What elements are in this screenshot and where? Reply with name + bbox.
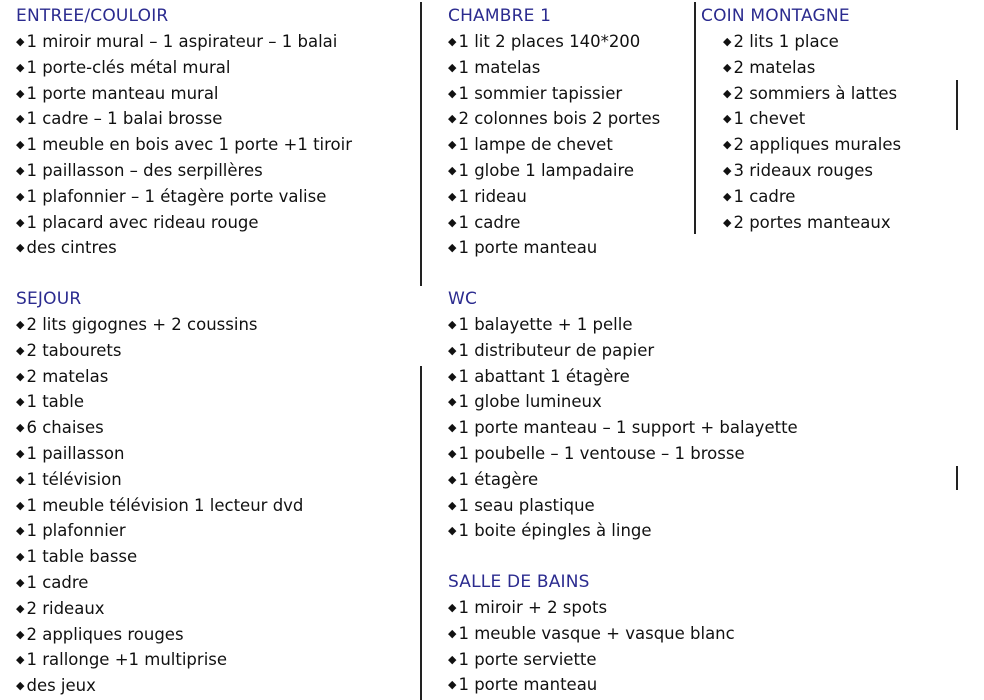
item-text: 1 poubelle – 1 ventouse – 1 brosse xyxy=(458,443,745,463)
item-text: 1 cadre xyxy=(458,212,521,232)
bullet-icon: ◆ xyxy=(448,601,457,614)
bullet-icon: ◆ xyxy=(16,446,25,460)
list-item xyxy=(723,106,901,132)
list-item xyxy=(16,132,352,158)
list-item xyxy=(448,55,660,81)
item-text: 2 colonnes bois 2 portes xyxy=(458,109,661,129)
item-text: 1 porte manteau mural xyxy=(26,83,219,103)
list-item xyxy=(16,544,303,570)
item-text: 2 matelas xyxy=(733,57,816,77)
item-text: des cintres xyxy=(26,238,117,258)
bullet-icon: ◆ xyxy=(16,550,25,564)
section-sejour xyxy=(16,288,303,699)
bullet-icon: ◆ xyxy=(448,86,457,100)
list-item xyxy=(448,210,660,236)
item-text: 2 appliques murales xyxy=(733,135,902,155)
bullet-icon: ◆ xyxy=(448,678,457,692)
item-text: 1 télévision xyxy=(26,469,122,489)
item-text: 6 chaises xyxy=(26,418,104,438)
bullet-icon: ◆ xyxy=(448,60,457,74)
list-item xyxy=(448,518,798,544)
list-item xyxy=(16,647,303,673)
bullet-icon: ◆ xyxy=(16,421,25,435)
item-text: 1 porte manteau – 1 support + balayette xyxy=(458,418,798,438)
section-title: COIN MONTAGNE xyxy=(701,6,850,26)
item-text: 1 cadre – 1 balai brosse xyxy=(26,109,223,129)
bullet-icon: ◆ xyxy=(16,472,25,486)
bullet-icon: ◆ xyxy=(16,138,25,152)
section-entree-couloir xyxy=(16,5,352,261)
list-item xyxy=(16,312,303,338)
column-divider-top xyxy=(420,2,422,286)
item-list xyxy=(448,312,798,544)
list-item xyxy=(723,55,901,81)
bullet-icon: ◆ xyxy=(16,112,25,126)
list-item xyxy=(16,235,352,261)
item-text: 1 globe lumineux xyxy=(458,392,602,412)
item-text: 1 boite épingles à linge xyxy=(458,521,652,541)
bullet-icon: ◆ xyxy=(723,189,732,203)
bullet-icon: ◆ xyxy=(16,369,25,383)
section-title: CHAMBRE 1 xyxy=(448,6,552,26)
item-text: 1 balayette + 1 pelle xyxy=(458,315,633,334)
item-text: 1 plafonnier xyxy=(26,521,126,541)
list-item xyxy=(16,106,352,132)
column-divider-right xyxy=(694,2,696,234)
item-text: 1 cadre xyxy=(26,572,89,592)
list-item xyxy=(723,184,901,210)
section-salle-de-bains xyxy=(448,571,735,698)
item-text: 1 abattant 1 étagère xyxy=(458,366,630,386)
item-text: 1 meuble vasque + vasque blanc xyxy=(458,623,735,643)
section-title: ENTREE/COULOIR xyxy=(16,6,169,26)
item-text: 2 tabourets xyxy=(26,340,122,360)
list-item xyxy=(16,596,303,622)
list-item xyxy=(448,81,660,107)
list-item xyxy=(16,29,352,55)
bullet-icon: ◆ xyxy=(448,652,457,666)
list-item xyxy=(448,389,798,415)
list-item xyxy=(16,184,352,210)
item-text: 1 porte manteau xyxy=(458,675,598,695)
bullet-icon: ◆ xyxy=(448,112,457,126)
list-item xyxy=(448,364,798,390)
bullet-icon: ◆ xyxy=(16,498,25,512)
item-text: 1 matelas xyxy=(458,57,541,77)
item-text: 2 rideaux xyxy=(26,598,105,618)
bullet-icon: ◆ xyxy=(448,472,457,486)
list-item xyxy=(723,29,901,55)
bullet-icon: ◆ xyxy=(448,163,457,177)
bullet-icon: ◆ xyxy=(448,369,457,383)
item-text: 1 paillasson – des serpillères xyxy=(26,160,263,180)
bullet-icon: ◆ xyxy=(448,524,457,538)
item-text: 2 matelas xyxy=(26,366,109,386)
list-item xyxy=(16,493,303,519)
item-text: 1 meuble en bois avec 1 porte +1 tiroir xyxy=(26,135,353,155)
list-item xyxy=(448,441,798,467)
item-text: 1 lit 2 places 140*200 xyxy=(458,32,641,51)
bullet-icon: ◆ xyxy=(16,215,25,229)
item-text: 3 rideaux rouges xyxy=(733,160,873,180)
item-text: 1 cadre xyxy=(733,186,796,206)
list-item xyxy=(16,389,303,415)
item-text: 1 seau plastique xyxy=(458,495,595,515)
item-text: 1 paillasson xyxy=(26,443,125,463)
list-item xyxy=(448,29,660,55)
margin-mark-top xyxy=(956,80,958,130)
item-text: 1 chevet xyxy=(733,109,806,129)
list-item xyxy=(16,338,303,364)
item-text: 1 sommier tapissier xyxy=(458,83,623,103)
bullet-icon: ◆ xyxy=(16,343,25,357)
list-item xyxy=(448,647,735,673)
list-item xyxy=(723,81,901,107)
list-item xyxy=(448,672,735,698)
bullet-icon: ◆ xyxy=(16,318,25,331)
bullet-icon: ◆ xyxy=(16,575,25,589)
list-item xyxy=(16,364,303,390)
bullet-icon: ◆ xyxy=(448,446,457,460)
list-item xyxy=(16,415,303,441)
item-text: 1 étagère xyxy=(458,469,539,489)
bullet-icon: ◆ xyxy=(16,601,25,615)
item-text: 2 lits 1 place xyxy=(733,32,839,51)
list-item xyxy=(16,210,352,236)
bullet-icon: ◆ xyxy=(448,626,457,640)
item-text: 2 appliques rouges xyxy=(26,624,184,644)
section-wc xyxy=(448,288,798,544)
item-text: des jeux xyxy=(26,676,96,696)
item-text: 2 sommiers à lattes xyxy=(733,83,898,103)
bullet-icon: ◆ xyxy=(448,318,457,331)
column-divider-bottom xyxy=(420,366,422,700)
bullet-icon: ◆ xyxy=(723,86,732,100)
list-item xyxy=(448,595,735,621)
item-text: 2 portes manteaux xyxy=(733,212,891,232)
bullet-icon: ◆ xyxy=(16,653,25,667)
bullet-icon: ◆ xyxy=(16,60,25,74)
bullet-icon: ◆ xyxy=(448,498,457,512)
list-item xyxy=(448,338,798,364)
bullet-icon: ◆ xyxy=(723,138,732,152)
bullet-icon: ◆ xyxy=(723,112,732,126)
bullet-icon: ◆ xyxy=(448,343,457,357)
section-coin-montagne xyxy=(701,5,901,235)
bullet-icon: ◆ xyxy=(448,421,457,435)
bullet-icon: ◆ xyxy=(16,86,25,100)
bullet-icon: ◆ xyxy=(723,163,732,177)
item-text: 1 table xyxy=(26,392,85,412)
item-list xyxy=(448,595,735,698)
bullet-icon: ◆ xyxy=(448,215,457,229)
list-item xyxy=(448,312,798,338)
bullet-icon: ◆ xyxy=(723,35,732,48)
list-item xyxy=(16,622,303,648)
item-text: 1 miroir mural – 1 aspirateur – 1 balai xyxy=(26,32,338,51)
section-title: WC xyxy=(448,289,478,309)
item-text: 1 distributeur de papier xyxy=(458,340,655,360)
list-item xyxy=(448,621,735,647)
item-list xyxy=(448,29,660,261)
list-item xyxy=(448,184,660,210)
margin-mark-bottom xyxy=(956,466,958,490)
item-text: 1 globe 1 lampadaire xyxy=(458,160,635,180)
item-list xyxy=(16,312,303,699)
bullet-icon: ◆ xyxy=(448,395,457,409)
list-item xyxy=(16,570,303,596)
item-text: 1 table basse xyxy=(26,547,138,567)
item-list xyxy=(16,29,352,261)
bullet-icon: ◆ xyxy=(16,35,25,48)
bullet-icon: ◆ xyxy=(448,189,457,203)
list-item xyxy=(723,132,901,158)
item-text: 1 miroir + 2 spots xyxy=(458,598,608,617)
list-item xyxy=(723,158,901,184)
bullet-icon: ◆ xyxy=(448,138,457,152)
bullet-icon: ◆ xyxy=(448,241,457,255)
list-item xyxy=(448,467,798,493)
list-item xyxy=(16,158,352,184)
bullet-icon: ◆ xyxy=(448,35,457,48)
section-title: SALLE DE BAINS xyxy=(448,572,590,592)
section-chambre-1 xyxy=(448,5,660,261)
bullet-icon: ◆ xyxy=(16,395,25,409)
list-item xyxy=(16,518,303,544)
list-item xyxy=(448,106,660,132)
item-text: 2 lits gigognes + 2 coussins xyxy=(26,315,258,334)
section-title: SEJOUR xyxy=(16,289,82,309)
list-item xyxy=(448,415,798,441)
list-item xyxy=(16,673,303,699)
item-text: 1 meuble télévision 1 lecteur dvd xyxy=(26,495,304,515)
list-item xyxy=(16,467,303,493)
bullet-icon: ◆ xyxy=(16,627,25,641)
item-list xyxy=(723,29,901,235)
bullet-icon: ◆ xyxy=(723,60,732,74)
bullet-icon: ◆ xyxy=(16,189,25,203)
item-text: 1 placard avec rideau rouge xyxy=(26,212,259,232)
bullet-icon: ◆ xyxy=(723,215,732,229)
item-text: 1 porte-clés métal mural xyxy=(26,57,231,77)
list-item xyxy=(448,132,660,158)
item-text: 1 lampe de chevet xyxy=(458,135,613,155)
list-item xyxy=(16,55,352,81)
list-item xyxy=(448,493,798,519)
list-item xyxy=(448,158,660,184)
item-text: 1 porte serviette xyxy=(458,649,597,669)
item-text: 1 rideau xyxy=(458,186,527,206)
list-item xyxy=(448,235,660,261)
bullet-icon: ◆ xyxy=(16,163,25,177)
list-item xyxy=(16,81,352,107)
item-text: 1 porte manteau xyxy=(458,238,598,258)
item-text: 1 rallonge +1 multiprise xyxy=(26,650,228,670)
bullet-icon: ◆ xyxy=(16,524,25,538)
bullet-icon: ◆ xyxy=(16,679,25,693)
item-text: 1 plafonnier – 1 étagère porte valise xyxy=(26,186,327,206)
bullet-icon: ◆ xyxy=(16,241,25,255)
list-item xyxy=(16,441,303,467)
list-item xyxy=(723,210,901,236)
